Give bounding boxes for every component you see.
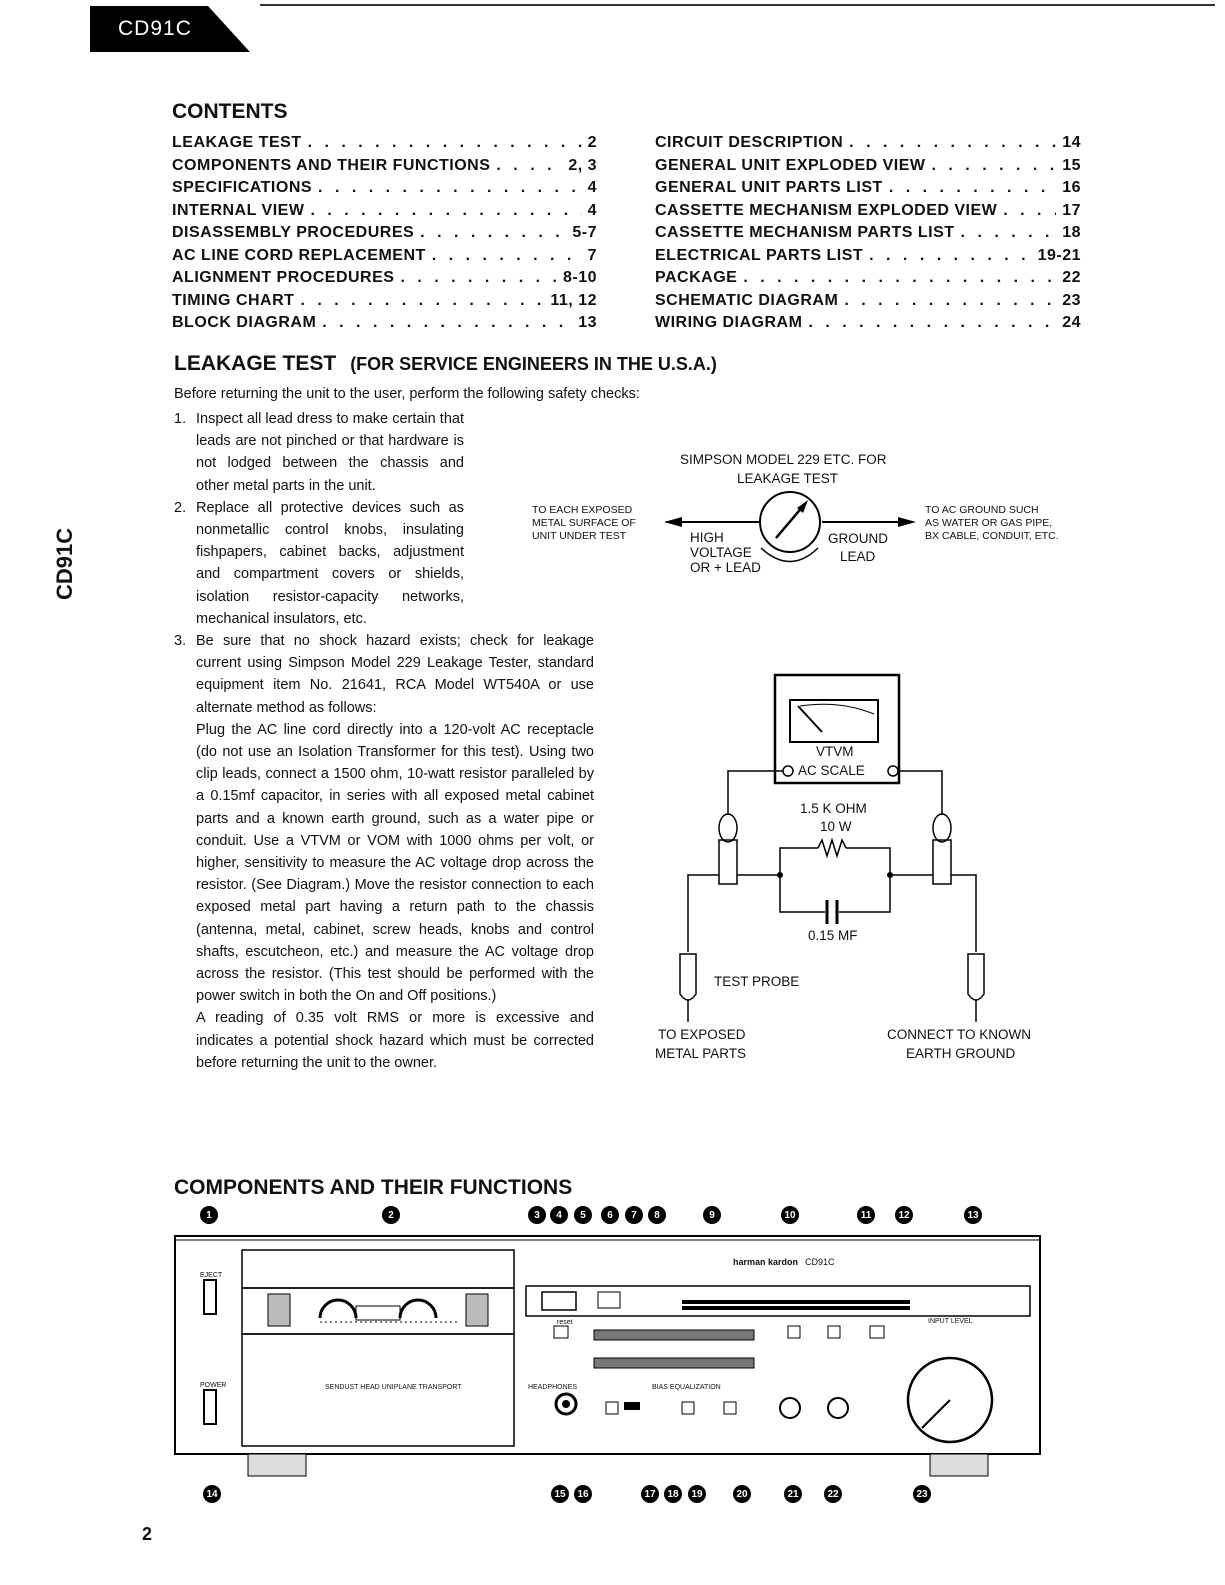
toc-entry-page: 5-7 xyxy=(572,224,597,241)
ground-lead-label: GROUND LEAD xyxy=(828,531,888,564)
earth-ground-label: CONNECT TO KNOWN EARTH GROUND xyxy=(887,1027,1032,1061)
front-panel-illustration xyxy=(170,1210,1050,1490)
panel-eject: EJECT xyxy=(200,1272,223,1279)
tester-left-note: TO EACH EXPOSED METAL SURFACE OF UNIT UNDER TEST xyxy=(532,504,636,542)
toc-entry-page: 24 xyxy=(1062,314,1081,331)
step-number: 2. xyxy=(174,499,187,516)
panel-power: POWER xyxy=(200,1382,227,1389)
tester-title-1: SIMPSON MODEL 229 ETC. FOR xyxy=(680,452,887,467)
toc-entry-label: TIMING CHART xyxy=(172,291,295,309)
callout-marker: 14 xyxy=(203,1485,221,1503)
callout-marker: 9 xyxy=(703,1206,721,1224)
callout-marker: 10 xyxy=(781,1206,799,1224)
components-heading: COMPONENTS AND THEIR FUNCTIONS xyxy=(174,1176,573,1199)
model-tab-label: CD91C xyxy=(118,17,192,40)
callout-marker: 8 xyxy=(648,1206,666,1224)
tester-title-2: LEAKAGE TEST xyxy=(737,471,839,486)
exposed-parts-label: TO EXPOSED METAL PARTS xyxy=(655,1027,747,1061)
toc-entry-label: ELECTRICAL PARTS LIST xyxy=(655,246,864,264)
callout-marker: 19 xyxy=(688,1485,706,1503)
step3-para-b: Plug the AC line cord directly into a 120-volt AC receptacle (do not use an Isolation Transformer for this test). Using two clip leads, connect a 1500 ohm, 10-watt resistor paralleled by a 0.15mf capacitor, in series with all exposed metal cabinet parts and a known earth ground, such as a water pipe or conduit. Use a VTVM or VOM with 1000 ohms per volt, or higher, sensitivity to measure the AC voltage drop across the resistor. (See Diagram.) Move the resistor connection to each exposed metal part having a return path to the chassis (antenna, metal, cabinet, screw heads, knobs and control shafts, escutcheon, etc.) and measure the AC voltage drop across the resistor. (This test should be performed with the power switch in both the On and Off positions.) xyxy=(196,721,594,1005)
toc-entry-page: 14 xyxy=(1062,134,1081,151)
toc-entry-page: 2, 3 xyxy=(568,156,597,174)
callout-marker: 23 xyxy=(913,1485,931,1503)
callout-marker: 7 xyxy=(625,1206,643,1224)
vtvm-circuit xyxy=(640,670,1040,1030)
toc-entry-page: 7 xyxy=(587,246,597,264)
toc-entry-label: CASSETTE MECHANISM EXPLODED VIEW xyxy=(655,201,998,219)
toc-entry-page: 22 xyxy=(1062,269,1081,286)
toc-entry-label: COMPONENTS AND THEIR FUNCTIONS xyxy=(172,156,491,174)
callout-marker: 18 xyxy=(664,1485,682,1503)
callout-marker: 4 xyxy=(550,1206,568,1224)
callout-marker: 17 xyxy=(641,1485,659,1503)
step-text xyxy=(196,630,594,1074)
vtvm-label: VTVM xyxy=(816,744,854,759)
step-text: Replace all protective devices such as nonmetallic control knobs, insulating fishpapers, cabinet backs, adjustment and compartment covers or shields, isolation resistor-capacity networks, mechanical insulators, etc. xyxy=(196,499,464,627)
toc-entry-page: 2 xyxy=(587,134,597,151)
toc-entry-label: ALIGNMENT PROCEDURES xyxy=(172,269,395,286)
leakage-intro: Before returning the unit to the user, perform the following safety checks: xyxy=(174,386,640,402)
callout-marker: 5 xyxy=(574,1206,592,1224)
panel-headphones: HEADPHONES xyxy=(528,1384,578,1391)
toc-entry-page: 17 xyxy=(1062,201,1081,219)
page-number: 2 xyxy=(142,1524,153,1544)
toc-entry-label: AC LINE CORD REPLACEMENT xyxy=(172,246,426,264)
callout-marker: 16 xyxy=(574,1485,592,1503)
contents-heading: CONTENTS xyxy=(172,100,288,123)
leakage-title: LEAKAGE TEST xyxy=(174,352,337,375)
toc-entry-label: GENERAL UNIT PARTS LIST xyxy=(655,179,883,196)
panel-bias-eq: BIAS EQUALIZATION xyxy=(652,1384,721,1391)
step-number: 3. xyxy=(174,633,187,650)
ac-scale-label: AC SCALE xyxy=(798,763,865,778)
toc-entry-page: 15 xyxy=(1062,156,1081,174)
callout-marker: 12 xyxy=(895,1206,913,1224)
resistor-wattage: 10 W xyxy=(820,819,852,834)
callout-marker: 3 xyxy=(528,1206,546,1224)
callout-marker: 6 xyxy=(601,1206,619,1224)
callout-marker: 2 xyxy=(382,1206,400,1224)
step-number: 1. xyxy=(174,411,187,427)
tester-symbol xyxy=(0,0,1225,600)
test-probe-label: TEST PROBE xyxy=(714,974,800,989)
toc-entry-label: BLOCK DIAGRAM xyxy=(172,314,317,331)
toc-entry-label: INTERNAL VIEW xyxy=(172,201,305,219)
panel-reset: reset xyxy=(557,1319,573,1326)
toc-entry-page: 23 xyxy=(1062,291,1081,309)
callout-marker: 21 xyxy=(784,1485,802,1503)
callout-marker: 20 xyxy=(733,1485,751,1503)
toc-entry-page: 19-21 xyxy=(1037,246,1081,264)
toc-entry-label: PACKAGE xyxy=(655,269,738,286)
toc-entry-page: 4 xyxy=(587,201,597,219)
resistor-value: 1.5 K OHM xyxy=(800,801,867,816)
panel-brand: harman kardon xyxy=(733,1257,799,1267)
toc-entry-label: CIRCUIT DESCRIPTION xyxy=(655,134,844,151)
leakage-subtitle: (FOR SERVICE ENGINEERS IN THE U.S.A.) xyxy=(350,354,717,374)
toc-entry-label: DISASSEMBLY PROCEDURES xyxy=(172,224,415,241)
toc-entry-page: 8-10 xyxy=(562,269,597,286)
toc-entry-page: 16 xyxy=(1062,179,1081,196)
toc-entry-label: SCHEMATIC DIAGRAM xyxy=(655,291,839,309)
toc-entry-label: CASSETTE MECHANISM PARTS LIST xyxy=(655,224,955,241)
callout-marker: 11 xyxy=(857,1206,875,1224)
toc-entry-label: LEAKAGE TEST xyxy=(172,134,302,151)
step3-para-c: A reading of 0.35 volt RMS or more is excessive and indicates a potential shock hazard which must be corrected before returning the unit to the owner. xyxy=(196,1010,594,1071)
panel-transport: SENDUST HEAD UNIPLANE TRANSPORT xyxy=(325,1384,462,1391)
toc-entry-page: 13 xyxy=(578,314,597,331)
panel-model: CD91C xyxy=(805,1257,835,1267)
step3-para-a: Be sure that no shock hazard exists; check for leakage current using Simpson Model 229 Leakage Tester, standard equipment item No. 21641, RCA Model WT540A or use alternate method as follows: xyxy=(196,633,594,716)
callout-marker: 13 xyxy=(964,1206,982,1224)
callout-marker: 15 xyxy=(551,1485,569,1503)
toc-entry-label: GENERAL UNIT EXPLODED VIEW xyxy=(655,156,926,174)
toc-entry-page: 18 xyxy=(1062,224,1081,241)
panel-input-level: INPUT LEVEL xyxy=(928,1318,973,1325)
step-text: Inspect all lead dress to make certain that leads are not pinched or that hardware is not lodged between the chassis and other metal parts in the unit. xyxy=(196,411,464,494)
toc-entry-page: 11, 12 xyxy=(550,291,597,309)
tester-right-note: TO AC GROUND SUCH AS WATER OR GAS PIPE, BX CABLE, CONDUIT, ETC. xyxy=(925,504,1059,542)
callout-marker: 1 xyxy=(200,1206,218,1224)
toc-entry-label: WIRING DIAGRAM xyxy=(655,314,803,331)
side-model-label: CD91C xyxy=(52,527,77,600)
toc-entry-page: 4 xyxy=(587,179,597,196)
capacitor-value: 0.15 MF xyxy=(808,928,858,943)
toc-entry-label: SPECIFICATIONS xyxy=(172,179,313,196)
high-lead-label: HIGH VOLTAGE OR + LEAD xyxy=(690,530,761,575)
step-3 xyxy=(174,630,594,1074)
callout-marker: 22 xyxy=(824,1485,842,1503)
